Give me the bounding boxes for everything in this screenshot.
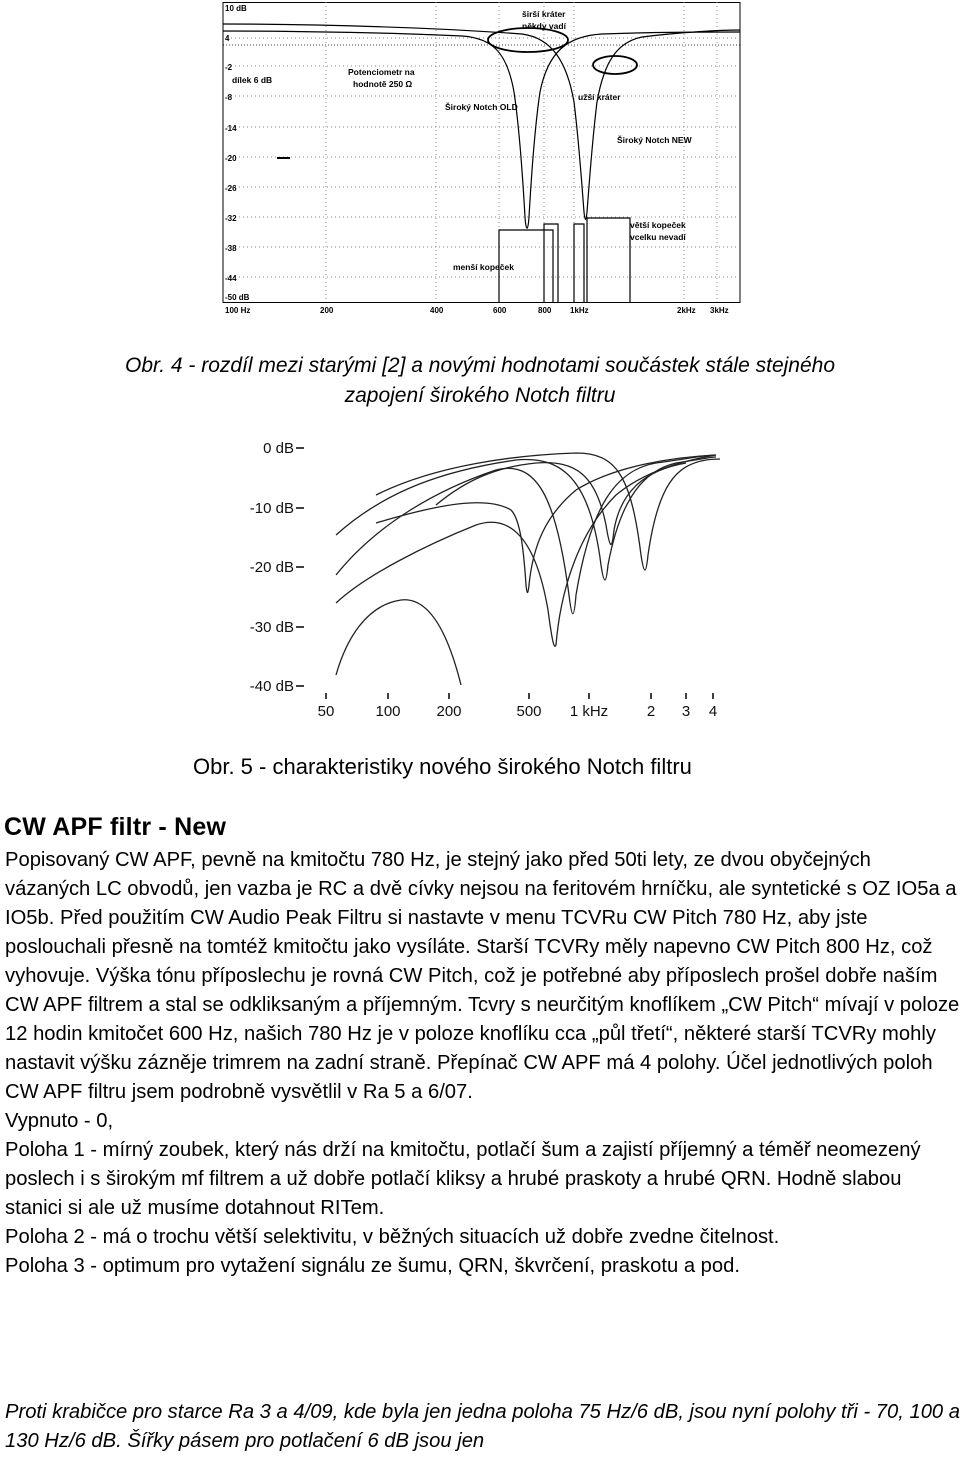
annotation-notch-new: Široký Notch NEW bbox=[617, 135, 692, 145]
figure-4-caption-line-1: Obr. 4 - rozdíl mezi starými [2] a novými hodnotami součástek stále stejného bbox=[124, 354, 836, 377]
y-tick-label: 4 bbox=[225, 34, 230, 43]
y-tick-label: 0 dB bbox=[263, 440, 294, 457]
plot-frame bbox=[223, 3, 740, 303]
figure-4-caption-line-2: zapojení širokého Notch filtru bbox=[344, 384, 616, 407]
x-tick-label: 2kHz bbox=[677, 306, 696, 315]
x-tick-label: 400 bbox=[430, 306, 444, 315]
figure-5-caption: Obr. 5 - charakteristiky nového širokého Notch filtru bbox=[193, 754, 692, 779]
annotation-sirsi-1: širší kráter bbox=[522, 9, 566, 19]
paragraph-position-1: Poloha 1 - mírný zoubek, který nás drží na kmitočtu, potlačí šum a zajistí příjemný a téměř neomezený poslech i s širokým mf filtrem a už dobře potlačí kliksy a hrubé praskoty a hrubé QRN. Hodně slabou stanici si ale už musíme dotahnout RITem. bbox=[5, 1139, 921, 1219]
x-tick-label: 4 bbox=[708, 703, 718, 720]
x-tick-label: 100 Hz bbox=[225, 306, 251, 315]
annotation-sirsi-2: někdy vadí bbox=[522, 21, 566, 31]
y-tick-label: -40 dB bbox=[249, 678, 294, 695]
annotation-pot-1: Potenciometr na bbox=[348, 67, 415, 77]
annotation-vetsi-1: větší kopeček bbox=[630, 220, 686, 230]
curve-high-notch-2 bbox=[336, 455, 716, 614]
curve-high-notch-1 bbox=[336, 455, 716, 646]
curve-high-notch-4 bbox=[376, 453, 720, 570]
y-tick-label: -8 bbox=[225, 93, 233, 102]
x-tick-label: 1 kHz bbox=[569, 703, 609, 720]
annotation-pot-2: hodnotě 250 Ω bbox=[353, 79, 413, 89]
x-tick-label: 3 bbox=[681, 703, 691, 720]
curve-low-band bbox=[336, 600, 461, 685]
figure-notch-characteristics bbox=[236, 435, 726, 725]
y-tick-label: -44 bbox=[225, 274, 237, 283]
annotation-notch-old: Široký Notch OLD bbox=[445, 102, 518, 112]
figure-notch-comparison bbox=[222, 2, 742, 315]
body-text bbox=[5, 846, 960, 1281]
section-heading: CW APF filtr - New bbox=[4, 813, 227, 841]
x-tick-label: 500 bbox=[516, 703, 542, 720]
italic-note bbox=[5, 1398, 960, 1456]
x-tick-label: 2 bbox=[646, 703, 656, 720]
x-tick-label: 600 bbox=[493, 306, 507, 315]
x-tick-label: 1kHz bbox=[570, 306, 589, 315]
annotation-uzsi: užší kráter bbox=[578, 92, 621, 102]
y-tick-label: -14 bbox=[225, 124, 237, 133]
y-tick-label: -2 bbox=[225, 63, 233, 72]
italic-note-text: Proti krabičce pro starce Ra 3 a 4/09, kde byla jen jedna poloha 75 Hz/6 dB, jsou nyní polohy tři - 70, 100 a 130 Hz/6 dB. Šířky pásem pro potlačení 6 dB jsou jen bbox=[5, 1401, 960, 1452]
paragraph-position-3: Poloha 3 - optimum pro vytažení signálu ze šumu, QRN, škvrčení, praskotu a pod. bbox=[5, 1255, 740, 1277]
y-tick-label: -30 dB bbox=[249, 619, 294, 636]
x-tick-label: 800 bbox=[538, 306, 552, 315]
y-tick-label: -20 dB bbox=[249, 559, 294, 576]
y-tick-label: -26 bbox=[225, 184, 237, 193]
x-tick-label: 100 bbox=[375, 703, 401, 720]
annotation-dilek: dílek 6 dB bbox=[232, 75, 273, 85]
paragraph-intro: Popisovaný CW APF, pevně na kmitočtu 780 Hz, je stejný jako před 50ti lety, ze dvou obyčejných vázaných LC obvodů, jen vazba je RC a dvě cívky nejsou na feritovém hrníčku, ale syntetické s OZ IO5a a IO5b. Před použitím CW Audio Peak Filtru si nastavte v menu TCVRu CW Pitch 780 Hz, aby jste poslouchali přesně na tomtéž kmitočtu jako vysíláte. Starší TCVRy měly napevno CW Pitch 800 Hz, což vyhovuje. Výška tónu příposlechu je rovná CW Pitch, což je potřebné aby příposlech prošel dobře naším CW APF filtrem a stal se odkliksaným a příjemným. Tcvry s neurčitým knoflíkem „CW Pitch“ mívají v poloze 12 hodin kmitočet 600 Hz, našich 780 Hz je v poloze knoflíku cca „půl třetí“, některé starší TCVRy mohly nastavit výšku zázněje trimrem na zadní straně. Přepínač CW APF má 4 polohy. Účel jednotlivých poloh CW APF filtru jsem podrobně vysvětlil v Ra 5 a 6/07. bbox=[5, 849, 960, 1103]
paragraph-position-2: Poloha 2 - má o trochu větší selektivitu, v běžných situacích už dobře zvedne čitelnost. bbox=[5, 1226, 780, 1248]
y-tick-label: -38 bbox=[225, 244, 237, 253]
y-tick-label: 10 dB bbox=[225, 4, 247, 13]
y-tick-label: -32 bbox=[225, 214, 237, 223]
annotation-vetsi-2: vcelku nevadí bbox=[630, 232, 686, 242]
y-tick-label: -20 bbox=[225, 154, 237, 163]
x-tick-label: 3kHz bbox=[710, 306, 729, 315]
y-tick-label: -10 dB bbox=[249, 500, 294, 517]
x-tick-label: 50 bbox=[317, 703, 335, 720]
x-tick-label: 200 bbox=[320, 306, 334, 315]
y-tick-label: -50 dB bbox=[225, 293, 250, 302]
x-tick-label: 200 bbox=[436, 703, 462, 720]
annotation-mensi: menší kopeček bbox=[453, 262, 514, 272]
paragraph-off: Vypnuto - 0, bbox=[5, 1110, 114, 1132]
